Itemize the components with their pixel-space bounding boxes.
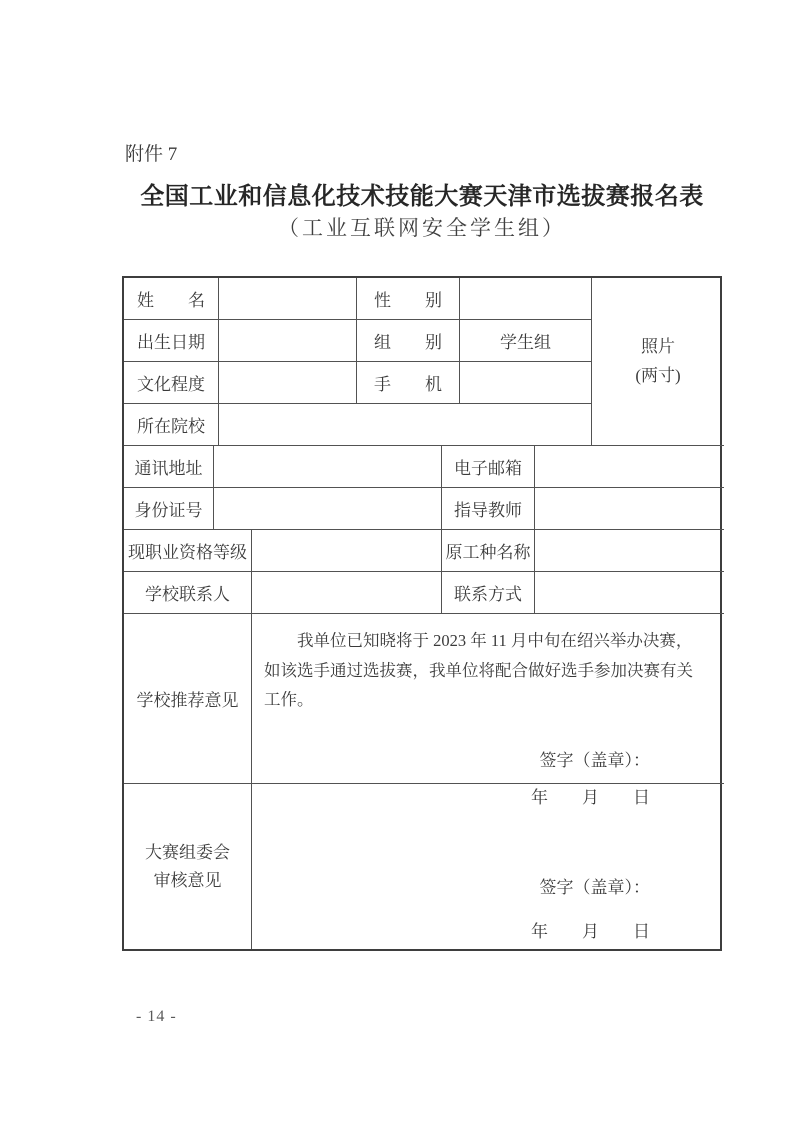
school-opinion-content (252, 614, 724, 808)
qualification-section (124, 530, 724, 614)
contact-method-value-cell (535, 572, 724, 614)
attachment-label: 附件 7 (125, 144, 178, 165)
committee-label-line2: 审核意见 (153, 870, 222, 890)
education-label: 文化程度 (124, 362, 219, 404)
email-value-cell (535, 446, 724, 488)
school-contact-label: 学校联系人 (124, 572, 252, 614)
gender-value-cell (460, 278, 592, 320)
school-label: 所在院校 (124, 404, 219, 446)
school-opinion-section (124, 614, 724, 808)
address-label: 通讯地址 (124, 446, 214, 488)
advisor-label: 指导教师 (442, 488, 535, 530)
id-number-value-cell (214, 488, 442, 530)
group-label: 组 别 (357, 320, 460, 362)
name-label: 姓 名 (124, 278, 219, 320)
page-number: - 14 - (136, 1008, 177, 1025)
school-date-label: 年 月 日 (531, 788, 650, 808)
photo-label: 照片 (641, 337, 675, 357)
school-value-cell (219, 404, 592, 446)
mobile-label: 手 机 (357, 362, 460, 404)
id-number-label: 身份证号 (124, 488, 214, 530)
committee-date-label: 年 月 日 (531, 922, 650, 941)
gender-label: 性 别 (357, 278, 460, 320)
personal-info-section (124, 278, 724, 446)
qualification-label: 现职业资格等级 (124, 530, 252, 572)
form-title: 全国工业和信息化技术技能大赛天津市选拔赛报名表 (140, 184, 704, 210)
qualification-value-cell (252, 530, 442, 572)
form-subtitle: （工业互联网安全学生组） (278, 216, 566, 240)
committee-label-line1: 大赛组委会 (145, 843, 230, 863)
school-contact-value-cell (252, 572, 442, 614)
advisor-value-cell (535, 488, 724, 530)
registration-form-table (122, 276, 722, 951)
committee-signature-label: 签字（盖章）： (539, 878, 650, 897)
contact-info-section (124, 446, 724, 530)
original-job-label: 原工种名称 (442, 530, 535, 572)
birth-date-value-cell (219, 320, 357, 362)
committee-opinion-label (124, 784, 252, 949)
committee-opinion-content (252, 784, 724, 949)
birth-date-label: 出生日期 (124, 320, 219, 362)
name-value-cell (219, 278, 357, 320)
address-value-cell (214, 446, 442, 488)
school-signature-label: 签字（盖章）： (539, 751, 650, 771)
school-opinion-label: 学校推荐意见 (124, 614, 252, 784)
committee-opinion-section (124, 784, 724, 949)
education-value-cell (219, 362, 357, 404)
group-value-cell: 学生组 (460, 320, 592, 362)
original-job-value-cell (535, 530, 724, 572)
contact-method-label: 联系方式 (442, 572, 535, 614)
email-label: 电子邮箱 (442, 446, 535, 488)
photo-size-label: (两寸) (635, 365, 681, 385)
photo-cell (592, 278, 724, 446)
school-opinion-paragraph: 我单位已知晓将于 2023 年 11 月中旬在绍兴举办决赛，如该选手通过选拔赛，我单位将配合做好选手参加决赛有关工作。 (264, 631, 693, 710)
mobile-value-cell (460, 362, 592, 404)
